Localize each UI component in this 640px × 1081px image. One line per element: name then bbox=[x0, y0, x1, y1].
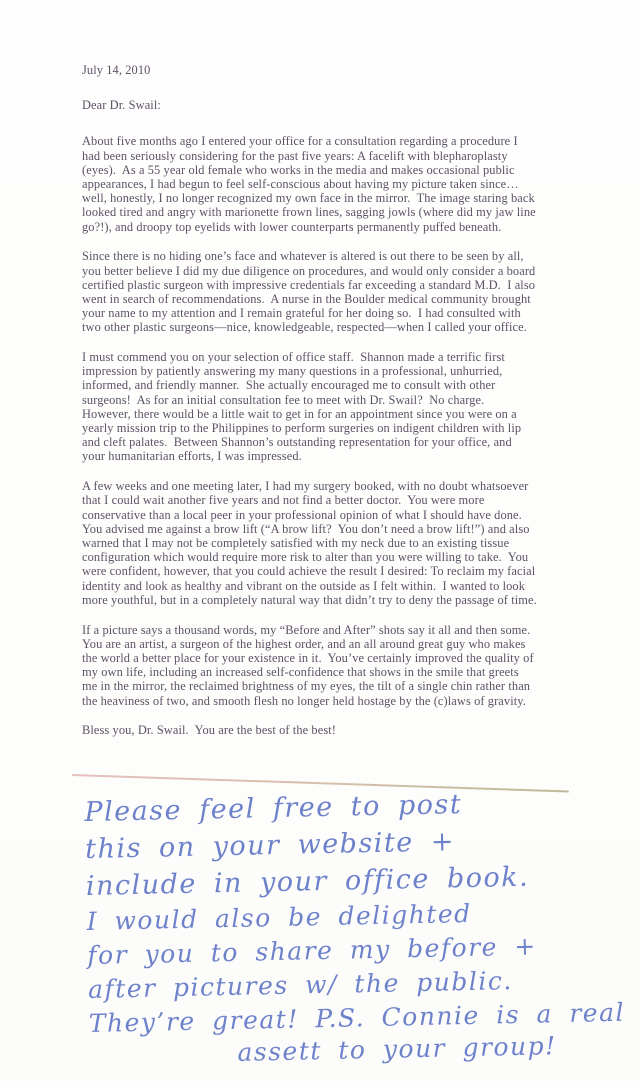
letter-text-line: my own life, including an increased self-confidence that shows in the smile that greets bbox=[82, 665, 519, 680]
letter-text-line: that I could wait another five years and not find a better doctor. You were more bbox=[82, 493, 485, 508]
letter-text-line: configuration which would require more risk to alter than you were willing to take. You bbox=[82, 550, 529, 565]
letter-text-line: the heaviness of two, and smooth flesh no longer held hostage by the (c)laws of gravity. bbox=[82, 693, 526, 708]
letter-text-line: well, honestly, I no longer recognized my own face in the mirror. The image staring back bbox=[82, 191, 535, 206]
letter-text-line: certified plastic surgeon with impressive credentials far exceeding a standard M.D. I also bbox=[82, 277, 536, 292]
letter-text-line: more youthful, but in a completely natural way that didn’t try to deny the passage of time. bbox=[82, 592, 537, 607]
letter-date: July 14, 2010 bbox=[82, 63, 151, 77]
letter-closing: Bless you, Dr. Swail. You are the best of the best! bbox=[82, 723, 337, 738]
letter-text-line: A few weeks and one meeting later, I had my surgery booked, with no doubt whatsoever bbox=[82, 479, 529, 494]
letter-text-line: conservative than a local peer in your professional opinion of what I should have done. bbox=[82, 507, 522, 522]
letter-paragraph-1 bbox=[82, 134, 587, 233]
letter-paragraph-2 bbox=[82, 249, 587, 334]
letter-paragraph-4 bbox=[82, 479, 587, 607]
handwritten-note-line: this on your website + bbox=[84, 826, 456, 865]
handwritten-note-line: for you to share my before + bbox=[87, 931, 538, 970]
handwritten-note-line: include in your office book. bbox=[85, 861, 530, 902]
letter-paragraph-5 bbox=[82, 623, 587, 708]
handwritten-note-line: after pictures w/ the public. bbox=[87, 966, 514, 1004]
letter-text-line: yearly mission trip to the Philippines to perform surgeries on indigent children with lip bbox=[82, 421, 522, 436]
handwritten-note-line: They’re great! P.S. Connie is a real bbox=[88, 997, 626, 1038]
letter-text-line: me in the mirror, the reclaimed brightness of my eyes, the tilt of a single chin rather than bbox=[82, 679, 531, 694]
letter-text-line: You are an artist, a surgeon of the highest order, and an all around great guy who makes bbox=[82, 636, 526, 651]
letter-text-line: went in search of recommendations. A nurse in the Boulder medical community brought bbox=[82, 291, 531, 306]
letter-text-line: identity and look as healthy and vibrant on the outside as I felt within. I wanted to look bbox=[82, 578, 526, 593]
letter-text-line: informed, and friendly manner. She actually encouraged me to consult with other bbox=[82, 378, 496, 393]
handwritten-note-line: assett to your group! bbox=[237, 1031, 557, 1067]
typed-letter-body bbox=[82, 63, 587, 737]
letter-text-line: go?!), and droopy top eyelids with lower counterparts permanently puffed beneath. bbox=[82, 219, 502, 234]
letter-text-line: appearances, I had begun to feel self-conscious about having my picture taken since… bbox=[82, 177, 519, 192]
letter-text-line: looked tired and angry with marionette frown lines, sagging jowls (where did my jaw line bbox=[82, 205, 536, 220]
letter-text-line: You advised me against a brow lift (“A brow lift? You don’t need a brow lift!”) and also bbox=[82, 521, 530, 536]
letter-paragraph-3 bbox=[82, 350, 587, 464]
letter-text-line: two other plastic surgeons—nice, knowledgeable, respected—when I called your office. bbox=[82, 320, 527, 335]
letter-text-line: About five months ago I entered your office for a consultation regarding a procedure I bbox=[82, 134, 518, 149]
letter-text-line: were confident, however, that you could achieve the result I desired: To reclaim my facial bbox=[82, 564, 536, 579]
letter-text-line: warned that I may not be completely satisfied with my neck due to an existing tissue bbox=[82, 535, 510, 550]
letter-text-line: the world a better place for your existence in it. You’ve certainly improved the quality of bbox=[82, 650, 534, 665]
letter-text-line: I must commend you on your selection of office staff. Shannon made a terrific first bbox=[82, 350, 505, 365]
handwritten-note bbox=[84, 783, 626, 1071]
letter-text-line: If a picture says a thousand words, my “Before and After” shots say it all and then some. bbox=[82, 622, 531, 637]
letter-text-line: had been seriously considering for the past five years: A facelift with blepharoplasty bbox=[82, 148, 508, 163]
letter-text-line: However, there would be a little wait to get in for an appointment since you were on a bbox=[82, 406, 517, 421]
letter-text-line: Since there is no hiding one’s face and whatever is altered is out there to be seen by all, bbox=[82, 249, 524, 264]
letter-text-line: and cleft palates. Between Shannon’s outstanding representation for your office, and bbox=[82, 435, 512, 450]
letter-text-line: your humanitarian efforts, I was impressed. bbox=[82, 449, 302, 464]
letter-text-line: impression by patiently answering my many questions in a professional, unhurried, bbox=[82, 364, 503, 379]
handwritten-note-line: I would also be delighted bbox=[86, 898, 472, 936]
handwritten-note-line: Please feel free to post bbox=[84, 789, 463, 828]
letter-salutation: Dear Dr. Swail: bbox=[82, 98, 161, 113]
letter-text-line: (eyes). As a 55 year old female who works in the media and makes occasional public bbox=[82, 162, 515, 177]
letter-text-line: your name to my attention and I remain grateful for her doing so. I had consulted with bbox=[82, 306, 521, 321]
letter-text-line: you better believe I did my due diligence on procedures, and would only consider a board bbox=[82, 263, 536, 278]
letter-text-line: surgeons! As for an initial consultation fee to meet with Dr. Swail? No charge. bbox=[82, 392, 485, 407]
